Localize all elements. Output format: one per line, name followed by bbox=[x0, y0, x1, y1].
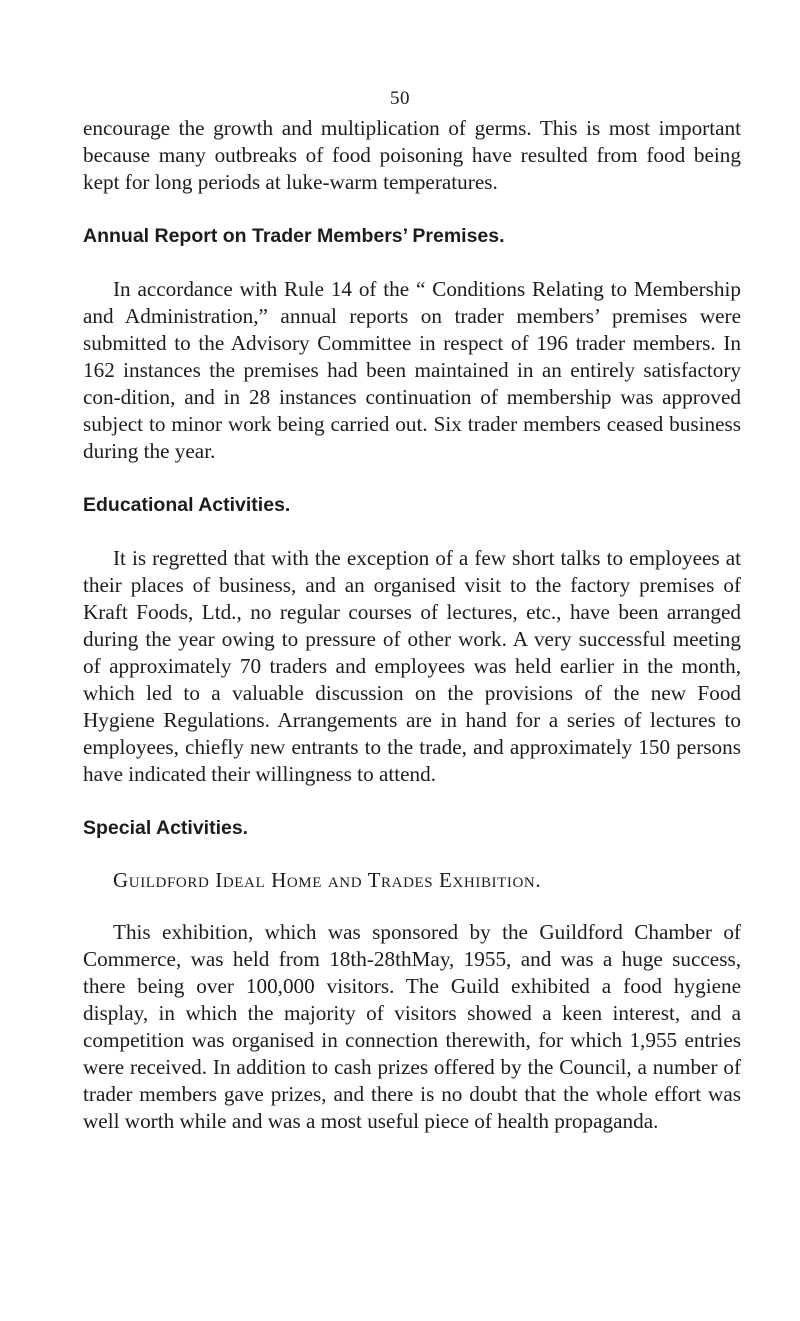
educational-heading: Educational Activities. bbox=[83, 494, 291, 516]
special-heading: Special Activities. bbox=[83, 817, 249, 839]
intro-paragraph: encourage the growth and multiplication of germs. This is most important because many outbreaks of food poisoning have resulted from food being kept for long periods at luke-warm temperatures. bbox=[83, 116, 741, 194]
page-number: 50 bbox=[390, 88, 410, 109]
educational-paragraph: It is regretted that with the exception of a few short talks to employees at their places of business, and an organised visit to the factory premises of Kraft Foods, Ltd., no regular courses of lectures, etc., have been arranged during the year owing to pressure of other work. A very successful meeting of approximately 70 traders and employees was held earlier in the month, which led to a valuable discussion on the provisions of the new Food Hygiene Regulations. Arrangements are in hand for a series of lectures to employees, chiefly new entrants to the trade, and approximately 150 persons have indicated their willingness to attend. bbox=[83, 546, 741, 786]
annual-report-heading: Annual Report on Trader Members’ Premises. bbox=[83, 225, 505, 247]
special-paragraph: This exhibition, which was sponsored by the Guildford Chamber of Commerce, was held from 18th-28thMay, 1955, and was a huge success, there being over 100,000 visitors. The Guild exhibited a food hygiene display, in which the majority of visitors showed a keen interest, and a competition was organised in connection therewith, for which 1,955 entries were received. In addition to cash prizes offered by the Council, a number of trader members gave prizes, and there is no doubt that the whole effort was well worth while and was a most useful piece of health propaganda. bbox=[83, 920, 741, 1133]
annual-report-paragraph: In accordance with Rule 14 of the “ Conditions Relating to Membership and Administration,” annual reports on trader members’ premises were submitted to the Advisory Committee in respect of 196 trader members. In 162 instances the premises had been maintained in an entirely satisfactory con-dition, and in 28 instances continuation of membership was approved subject to minor work being carried out. Six trader members ceased business during the year. bbox=[83, 277, 741, 463]
page-content bbox=[83, 115, 741, 1135]
exhibition-subheading: Guildford Ideal Home and Trades Exhibition. bbox=[113, 868, 542, 892]
